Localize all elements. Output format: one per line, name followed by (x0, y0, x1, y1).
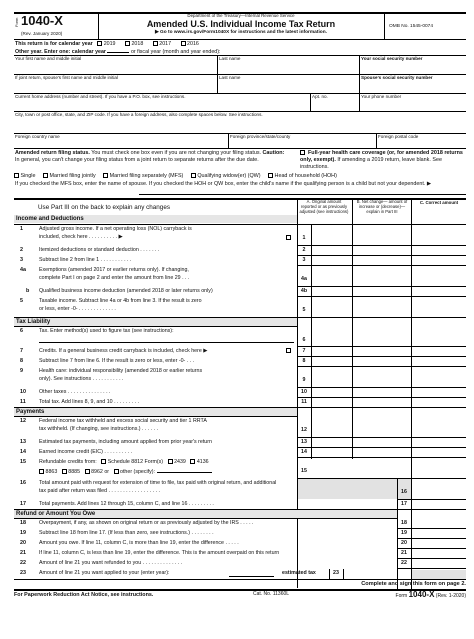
line-9-number: 9 (20, 368, 23, 374)
line-21-box-number: 21 (401, 550, 407, 556)
department: Department of the Treasury—Internal Revenue Service (187, 13, 295, 18)
calendar-year-label: This return is for calendar year (15, 41, 93, 47)
line-3-text: Subtract line 2 from line 1 . . . . . . . . . . . (39, 257, 132, 263)
line-16-number: 16 (20, 480, 26, 486)
line-20-box-number: 20 (401, 540, 407, 546)
refund-section-header: Refund or Amount You Owe (14, 510, 397, 518)
mfj-checkbox[interactable] (43, 173, 48, 178)
foreign-country-field[interactable]: Foreign country name (15, 134, 60, 139)
income-section-header: Income and Deductions (14, 215, 297, 223)
line-2-number: 2 (20, 247, 23, 253)
year-2016-label: 2016 (187, 41, 199, 47)
estimated-tax-label: estimated tax (282, 570, 316, 576)
line-10-number: 10 (20, 389, 26, 395)
form-1040x (14, 12, 466, 633)
single-label: Single (20, 173, 36, 179)
line-9-text-b: only). See instructions . . . . . . . . . . . (39, 376, 124, 382)
line-19-box-number: 19 (401, 530, 407, 536)
nol-carryback-checkbox[interactable] (286, 235, 291, 240)
form-label: Form (14, 17, 19, 27)
line-5-box-number: 5 (302, 307, 306, 313)
filing-status-instructions (15, 150, 287, 164)
filing-status-text-2: In general, you can't change your filing status from a joint return to separate returns after the due date. (15, 157, 259, 163)
year-2019-checkbox[interactable] (97, 41, 102, 46)
line-6-text: Tax. Enter method(s) used to figure tax (see instructions): (39, 328, 174, 334)
line-3-box-number: 3 (302, 257, 306, 263)
spouse-ssn-field[interactable]: Spouse's social security number (361, 75, 433, 80)
filing-status-heading: Amended return filing status. (15, 150, 90, 156)
footer-rev: (Rev. 1-2020) (435, 593, 466, 599)
form-8962-checkbox[interactable] (85, 469, 90, 474)
line-2-box-number: 2 (302, 247, 306, 253)
line-12-number: 12 (20, 418, 26, 424)
line-17-text: Total payments. Add lines 12 through 15, column C, and line 16 . . . . . . . . . (39, 501, 214, 507)
line-4b-box-number: 4b (300, 288, 308, 294)
line-12-box-number: 12 (301, 427, 307, 433)
cat-number: Cat. No. 11360L (253, 591, 290, 597)
line-8-box-number: 8 (302, 358, 306, 364)
line-3-number: 3 (20, 257, 23, 263)
line-1-number: 1 (20, 226, 23, 232)
line-8-text: Subtract line 7 from line 6. If the result is zero or less, enter -0- . . . (39, 358, 195, 364)
footer-form-id (396, 590, 466, 600)
line-4a-text-a: Exemptions (amended 2017 or earlier returns only). If changing, (39, 267, 189, 273)
mfs-checkbox[interactable] (103, 173, 108, 178)
city-state-zip-field[interactable]: City, town or post office, state, and ZIP code. If you have a foreign address, also complete spaces below. See instructions. (15, 112, 263, 117)
paperwork-notice: For Paperwork Reduction Act Notice, see instructions. (14, 592, 154, 598)
footer-form-label: Form (395, 593, 408, 599)
line-23-number: 23 (20, 570, 26, 576)
line-5 (14, 297, 466, 317)
health-coverage-checkbox[interactable] (300, 150, 305, 155)
qw-label: Qualifying widow(er) (QW) (197, 173, 261, 179)
line-17-number: 17 (20, 501, 26, 507)
year-2017-label: 2017 (159, 41, 172, 47)
health-coverage-text: If amending a 2019 return, leave blank. See instructions. (300, 157, 442, 170)
sign-note: Complete and sign this form on page 2. (361, 581, 466, 587)
line-7-text: Credits. If a general business credit carryback is included, check here ▶ (39, 348, 208, 354)
qw-checkbox[interactable] (191, 173, 196, 178)
line-12 (14, 417, 466, 437)
form-8885-checkbox[interactable] (62, 469, 67, 474)
line-13-text: Estimated tax payments, including amount applied from prior year's return (39, 439, 212, 445)
form-number-block (14, 13, 98, 40)
line-11-number: 11 (20, 399, 26, 405)
instructions-link[interactable]: ▶ Go to www.irs.gov/Form1040X for instructions and the latest information. (155, 30, 327, 36)
mfj-label: Married filing jointly (49, 173, 96, 179)
line-16-text-b: tax paid after return was filed . . . . . . . . . . . . . . . . . . (39, 488, 160, 494)
line-23-text: Amount of line 21 you want applied to your (enter year): (39, 570, 170, 576)
line-4a-number: 4a (20, 267, 26, 273)
tax-liability-section-header: Tax Liability (14, 318, 297, 326)
header-title-block (98, 13, 384, 40)
forms-label: Form(s) (144, 459, 164, 465)
line-18-box-number: 18 (401, 520, 407, 526)
calendar-year-row (15, 41, 199, 47)
line-11-box-number: 11 (301, 399, 307, 405)
year-2016-checkbox[interactable] (181, 41, 186, 46)
form-number: 1040-X (21, 13, 63, 28)
line-5-text-b: or less, enter -0- . . . . . . . . . . . . . (39, 306, 116, 312)
line-21-text: If line 11, column C, is less than line 19, enter the difference. This is the amount overpaid on this return (39, 550, 280, 556)
line-16-text-a: Total amount paid with request for extension of time to file, tax paid with original return, and additional (39, 480, 277, 486)
form-title: Amended U.S. Individual Income Tax Return (146, 19, 336, 30)
line-23-box-number: 23 (333, 570, 339, 576)
line-15-number: 15 (20, 459, 26, 465)
form-8863-label: 8863 (45, 469, 58, 475)
column-c-header: C. Correct amount (419, 200, 459, 205)
line-17-box-number: 17 (401, 501, 407, 507)
year-2018-label: 2018 (131, 41, 144, 47)
mfs-label: Married filing separately (MFS) (109, 173, 184, 179)
line-7-box-number: 7 (302, 348, 306, 354)
fiscal-year-label: or fiscal year (month and year ended): (130, 49, 221, 55)
line-6-box-number: 6 (302, 337, 306, 343)
caution-label: Caution: (262, 150, 285, 156)
line-4b-number: b (26, 288, 30, 294)
phone-field[interactable]: Your phone number (361, 94, 402, 99)
home-address-field[interactable]: Current home address (number and street). If you have a P.O. box, see instructions. (15, 94, 186, 99)
line-10-box-number: 10 (301, 389, 307, 395)
line-4b-text: Qualified business income deduction (amended 2018 or later returns only) (39, 288, 213, 294)
calendar-year-input[interactable] (107, 48, 129, 53)
form-4136-checkbox[interactable] (190, 459, 195, 464)
line-22-text: Amount of line 21 you want refunded to you . . . . . . . . . . . . . . (39, 560, 183, 566)
line-9-text-a: Health care: individual responsibility (amended 2018 or earlier returns (39, 368, 203, 374)
omb-number: OMB No. 1545-0074 (389, 24, 433, 29)
line-15 (14, 458, 466, 478)
schedule-8812-label: Schedule 8812 (107, 459, 144, 465)
line-22-number: 22 (20, 560, 26, 566)
line-4a-box-number: 4a (301, 276, 307, 282)
other-year-label: Other year. Enter one: calendar year (15, 49, 106, 55)
filing-status-options (14, 173, 337, 179)
applied-year-input[interactable] (229, 576, 274, 577)
line-9 (14, 367, 466, 387)
line-12-text-b: tax withheld. (If changing, see instructions.) . . . . . . (39, 426, 159, 432)
line-6-number: 6 (20, 328, 23, 334)
line-15-box-number: 15 (301, 468, 307, 474)
hoh-checkbox[interactable] (268, 173, 273, 178)
health-coverage-block (300, 150, 466, 171)
line-13-box-number: 13 (301, 439, 307, 445)
foreign-province-field[interactable]: Foreign province/state/county (230, 134, 291, 139)
line-15-row-1 (39, 459, 209, 465)
column-a-header: A. Original amount reported or as previously adjusted (see instructions) (299, 199, 349, 214)
apt-number-field[interactable]: Apt. no. (312, 94, 328, 99)
other-credit-label: other (specify): (120, 469, 156, 475)
form-8962-label: 8962 or (91, 469, 110, 475)
line-16 (14, 479, 466, 499)
year-2018-checkbox[interactable] (125, 41, 130, 46)
line-12-text-a: Federal income tax withheld and excess social security and tier 1 RRTA (39, 418, 207, 424)
line-11-text: Total tax. Add lines 8, 9, and 10 . . . . . . . . . (39, 399, 140, 405)
line-1-text-a: Adjusted gross income. If a net operating loss (NOL) carryback is (39, 226, 192, 232)
line-4a (14, 266, 466, 286)
business-credit-checkbox[interactable] (286, 348, 291, 353)
line-18-number: 18 (20, 520, 26, 526)
line-8-number: 8 (20, 358, 23, 364)
line-18-text: Overpayment, if any, as shown on original return or as previously adjusted by the IRS . . . . . (39, 520, 254, 526)
line-14-text: Earned income credit (EIC) . . . . . . . . . . (39, 449, 133, 455)
line-2-text: Itemized deductions or standard deduction . . . . . . . (39, 247, 160, 253)
footer-form-number: 1040-X (408, 590, 435, 599)
line-19-text: Subtract line 18 from line 17. (If less than zero, see instructions.) . . . . . . . . (39, 530, 214, 536)
line-13-number: 13 (20, 439, 26, 445)
form-8885-label: 8885 (68, 469, 81, 475)
year-2019-label: 2019 (103, 41, 116, 47)
rev-date: (Rev. January 2020) (21, 31, 63, 36)
filing-status-text-1: You must check one box even if you are not changing your filing status. (91, 150, 262, 156)
form-4136-label: 4136 (196, 459, 209, 465)
mfs-note: If you checked the MFS box, enter the name of spouse. If you checked the HOH or QW box, enter the child's name if the qualifying person is a child but not your dependent. ▶ (15, 181, 431, 187)
last-name-field[interactable]: Last name (219, 56, 241, 61)
line-20-text: Amount you owe. If line 11, column C, is more than line 19, enter the difference . . . . . (39, 540, 239, 546)
line-14-number: 14 (20, 449, 26, 455)
line-1-box-number: 1 (302, 235, 306, 241)
line-7-number: 7 (20, 348, 23, 354)
hoh-label: Head of household (HOH) (274, 173, 337, 179)
foreign-postal-code-field[interactable]: Foreign postal code (378, 134, 419, 139)
line-6 (14, 327, 466, 346)
schedule-8812-checkbox[interactable] (101, 459, 106, 464)
form-2439-checkbox[interactable] (168, 459, 173, 464)
spouse-last-name-field[interactable]: Last name (219, 75, 241, 80)
payments-section-header: Payments (14, 408, 297, 416)
spouse-first-name-field[interactable]: If joint return, spouse's first name and middle initial (15, 75, 119, 80)
single-checkbox[interactable] (14, 173, 19, 178)
tax-method-input[interactable] (39, 342, 294, 343)
line-19-number: 19 (20, 530, 26, 536)
line-15-text: Refundable credits from: (39, 459, 97, 465)
ssn-field[interactable]: Your social security number (361, 56, 423, 61)
line-16-box-number: 16 (401, 489, 407, 495)
line-4a-text-b: complete Part I on page 2 and enter the amount from line 29 . . . (39, 275, 190, 281)
line-1-text-b: included, check here . . . . . . . . . . ▶ (39, 234, 123, 240)
line-5-number: 5 (20, 298, 23, 304)
line-14-box-number: 14 (301, 449, 307, 455)
first-name-field[interactable]: Your first name and middle initial (15, 56, 82, 61)
line-10-text: Other taxes . . . . . . . . . . . . . . . (39, 389, 111, 395)
form-8863-checkbox[interactable] (39, 469, 44, 474)
health-coverage-heading: Full-year health care coverage (or, for amended 2018 returns only, exempt). (300, 150, 463, 163)
line-1 (14, 225, 466, 245)
line-21-number: 21 (20, 550, 26, 556)
year-2017-checkbox[interactable] (153, 41, 158, 46)
line-9-box-number: 9 (302, 377, 306, 383)
column-b-header: B. Net change— amount of increase or (decrease)— explain in Part III (356, 199, 408, 214)
line-20-number: 20 (20, 540, 26, 546)
form-2439-label: 2439 (174, 459, 186, 465)
line-15-row-2 (39, 468, 212, 475)
line-23 (14, 569, 466, 579)
line-22-box-number: 22 (401, 560, 407, 566)
other-credit-input[interactable] (157, 468, 212, 473)
line-5-text-a: Taxable income. Subtract line 4a or 4b from line 3. If the result is zero (39, 298, 202, 304)
part-iii-note: Use Part III on the back to explain any changes (38, 204, 170, 211)
qualifying-person-input[interactable] (139, 194, 466, 195)
other-credit-checkbox[interactable] (114, 469, 119, 474)
